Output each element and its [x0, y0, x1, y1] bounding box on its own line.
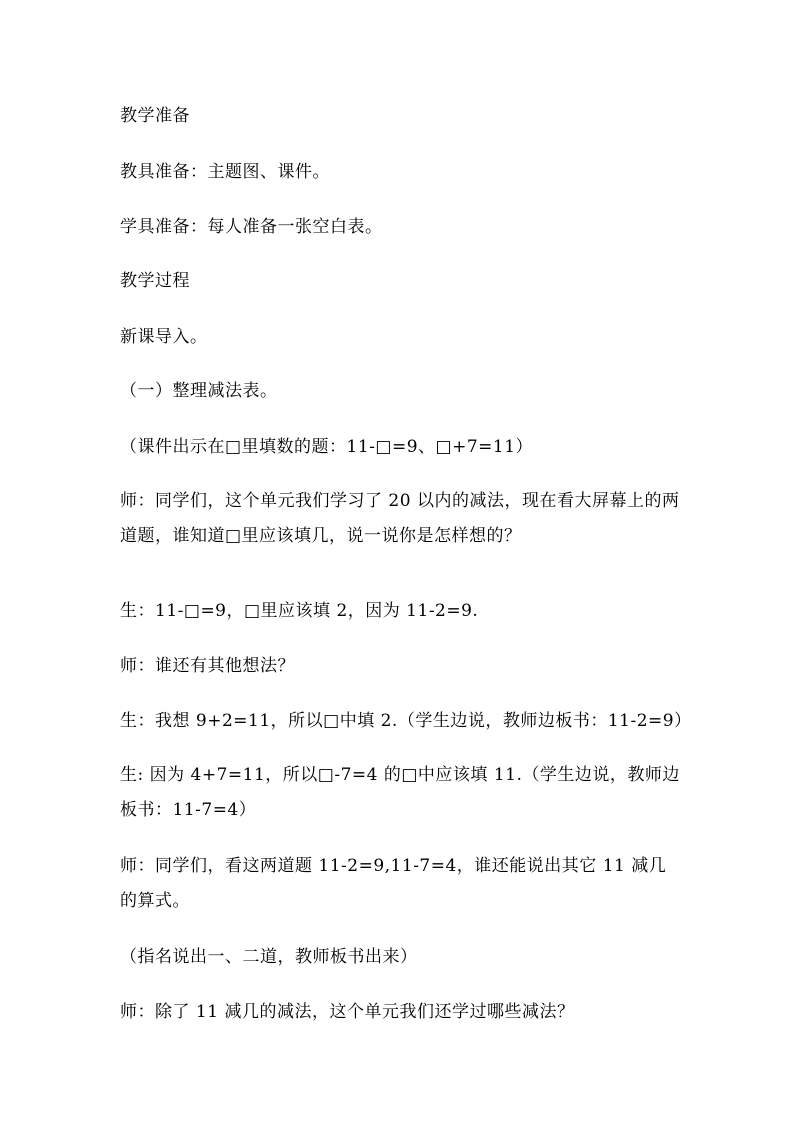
paragraph-student-answer-3: 生: 因为 4+7=11，所以□-7=4 的□中应该填 11.（学生边说，教师边板书：11-7=4） [120, 765, 680, 820]
paragraph-teacher-question-1: 师：同学们，这个单元我们学习了 20 以内的减法，现在看大屏幕上的两道题，谁知道□里应该填几，说一说你是怎样想的？ [120, 491, 680, 546]
paragraph-student-answer-2: 生：我想 9+2=11，所以□中填 2.（学生边说，教师边板书：11-2=9） [120, 711, 692, 731]
paragraph-new-lesson-intro: 新课导入。 [120, 327, 208, 347]
paragraph-section-one: （一）整理减法表。 [120, 381, 278, 401]
paragraph-student-materials: 学具准备：每人准备一张空白表。 [120, 217, 383, 237]
paragraph-courseware-note: （课件出示在□里填数的题：11-□=9、□+7=11） [120, 437, 534, 457]
heading-teaching-preparation: 教学准备 [120, 106, 190, 126]
paragraph-student-answer-1: 生：11-□=9，□里应该填 2，因为 11-2=9. [120, 601, 479, 621]
paragraph-naming-note: （指名说出一、二道，教师板书出来） [120, 947, 418, 967]
paragraph-teacher-question-2: 师：谁还有其他想法？ [120, 656, 295, 676]
paragraph-teacher-question-3: 师：同学们，看这两道题 11-2=9,11-7=4，谁还能说出其它 11 减几的算式。 [120, 856, 667, 911]
heading-teaching-process: 教学过程 [120, 271, 190, 291]
paragraph-teaching-aids: 教具准备：主题图、课件。 [120, 162, 330, 182]
paragraph-teacher-question-4: 师：除了 11 减几的减法，这个单元我们还学过哪些减法？ [120, 1002, 575, 1022]
